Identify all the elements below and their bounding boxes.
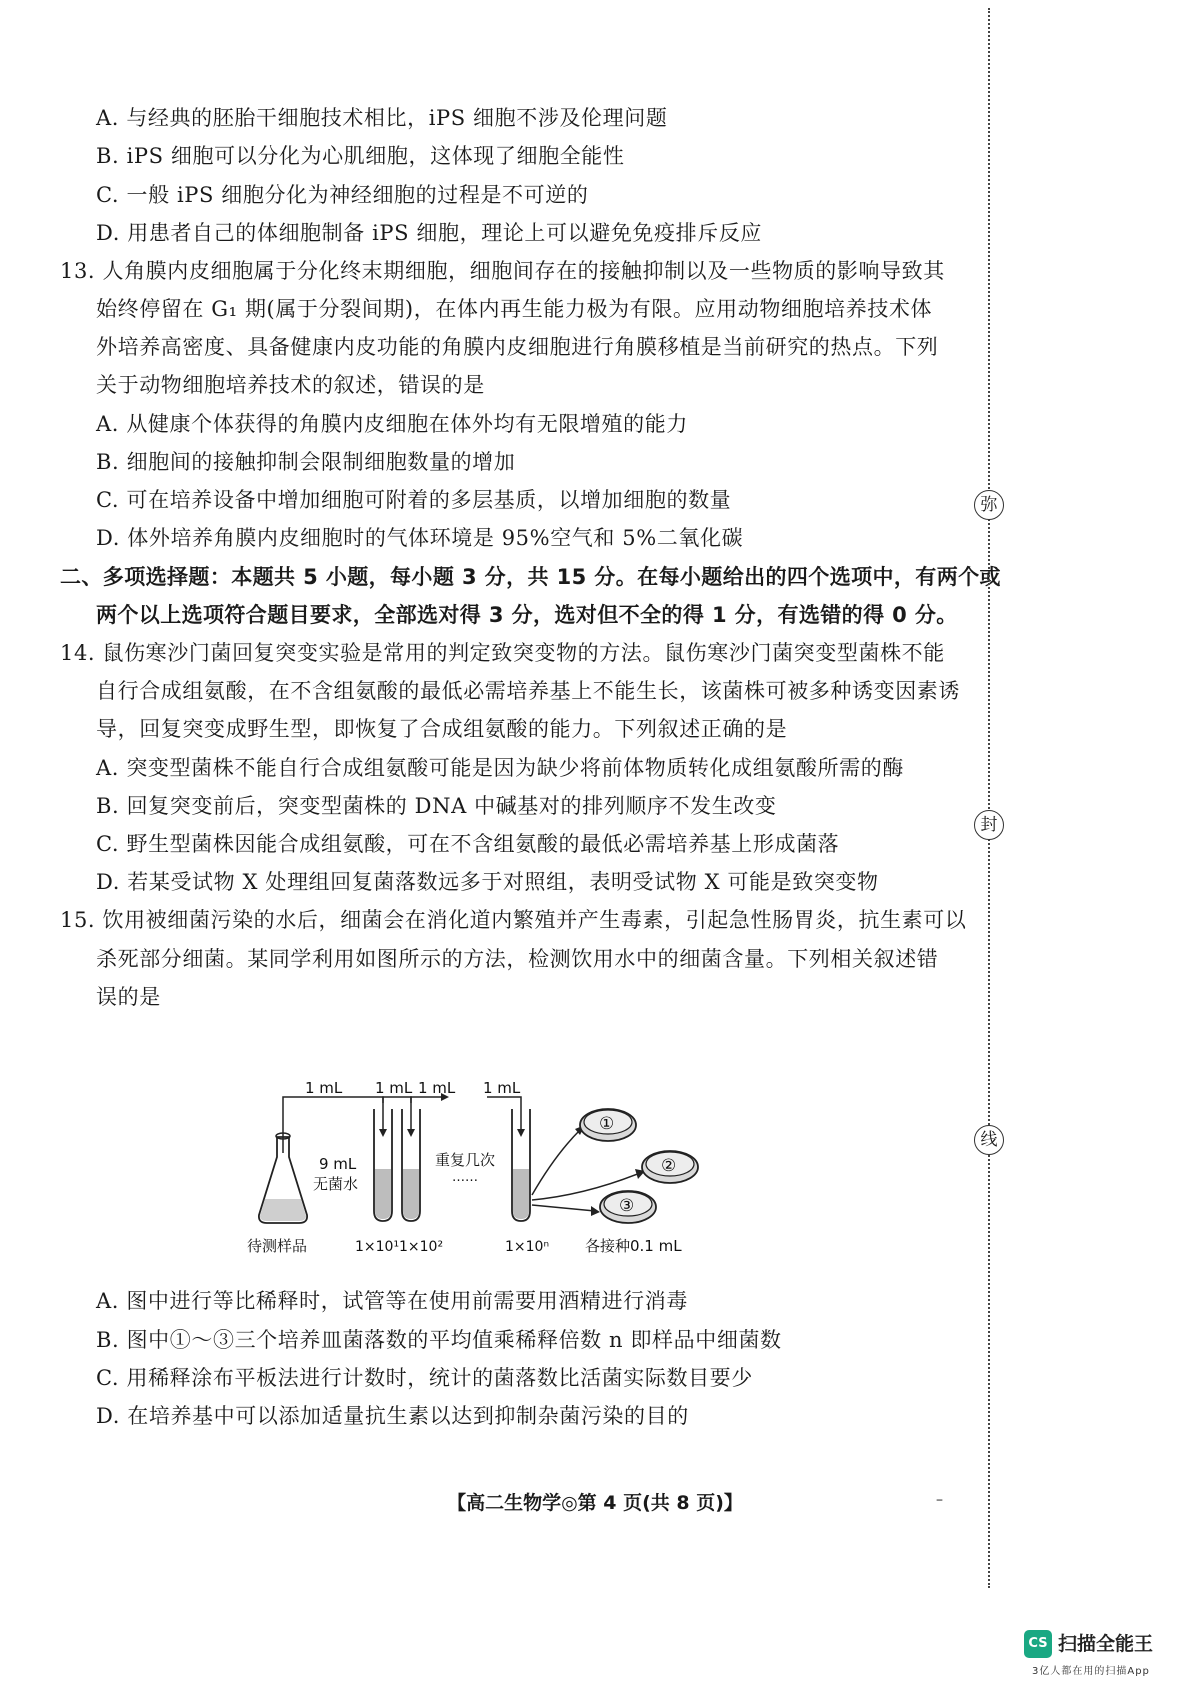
q15-option-b: B. 图中①～③三个培养皿菌落数的平均值乘稀释倍数 n 即样品中细菌数	[96, 1328, 782, 1352]
q15-option-c: C. 用稀释涂布平板法进行计数时，统计的菌落数比活菌实际数目要少	[96, 1366, 753, 1390]
q15-stem-line: 误的是	[96, 985, 161, 1009]
label-ml-2: 1 mL	[375, 1079, 413, 1097]
q15-stem-line: 杀死部分细菌。某同学利用如图所示的方法，检测饮用水中的细菌含量。下列相关叙述错	[96, 947, 939, 971]
q15-option-a: A. 图中进行等比稀释时，试管等在使用前需要用酒精进行消毒	[96, 1289, 688, 1313]
footer-mark: –	[936, 1492, 943, 1508]
scanner-tagline: 3亿人都在用的扫描App	[1032, 1666, 1150, 1677]
section-heading-cont: 两个以上选项符合题目要求，全部选对得 3 分，选对但不全的得 1 分，有选错的得 0 分。	[96, 603, 958, 627]
q15-option-d: D. 在培养基中可以添加适量抗生素以达到抑制杂菌污染的目的	[96, 1404, 689, 1428]
dilution-diagram	[247, 1079, 775, 1255]
page-footer: 【高二生物学◎第 4 页(共 8 页)】	[447, 1492, 743, 1514]
q13-option-d: D. 体外培养角膜内皮细胞时的气体环境是 95%空气和 5%二氧化碳	[96, 526, 744, 550]
label-plate-3: ③	[619, 1196, 635, 1216]
q13-stem-line: 关于动物细胞培养技术的叙述，错误的是	[96, 373, 485, 397]
label-dilution-1: 1×10¹	[355, 1239, 400, 1255]
q12-option-c: C. 一般 iPS 细胞分化为神经细胞的过程是不可逆的	[96, 183, 589, 207]
scanner-watermark	[1024, 1630, 1184, 1680]
q13-stem-line: 13. 人角膜内皮细胞属于分化终末期细胞，细胞间存在的接触抑制以及一些物质的影响导致其	[60, 259, 945, 283]
scanner-logo-icon: CS	[1024, 1630, 1052, 1658]
binding-line	[988, 8, 990, 1588]
q12-option-d: D. 用患者自己的体细胞制备 iPS 细胞，理论上可以避免免疫排斥反应	[96, 221, 763, 245]
label-dilution-2: 1×10²	[399, 1239, 444, 1255]
q14-option-d: D. 若某受试物 X 处理组回复菌落数远多于对照组，表明受试物 X 可能是致突变物	[96, 870, 879, 894]
q12-option-a: A. 与经典的胚胎干细胞技术相比，iPS 细胞不涉及伦理问题	[96, 106, 668, 130]
q13-option-a: A. 从健康个体获得的角膜内皮细胞在体外均有无限增殖的能力	[96, 412, 688, 436]
label-sample: 待测样品	[247, 1237, 308, 1255]
label-ellipsis: ……	[452, 1170, 478, 1185]
q14-stem-line: 14. 鼠伤寒沙门菌回复突变实验是常用的判定致突变物的方法。鼠伤寒沙门菌突变型菌株不能	[60, 641, 945, 665]
q12-option-b: B. iPS 细胞可以分化为心肌细胞，这体现了细胞全能性	[96, 144, 625, 168]
label-dilution-n: 1×10ⁿ	[505, 1239, 550, 1255]
q14-option-c: C. 野生型菌株因能合成组氨酸，可在不含组氨酸的最低必需培养基上形成菌落	[96, 832, 840, 856]
q15-stem-line: 15. 饮用被细菌污染的水后，细菌会在消化道内繁殖并产生毒素，引起急性肠胃炎，抗生素可以	[60, 908, 967, 932]
label-plate-1: ①	[599, 1114, 615, 1134]
label-sterile-water: 无菌水	[313, 1175, 359, 1193]
label-water-volume: 9 mL	[319, 1155, 357, 1173]
label-plate-2: ②	[661, 1156, 677, 1176]
label-repeat: 重复几次	[435, 1151, 496, 1169]
q13-stem-line: 始终停留在 G₁ 期(属于分裂间期)，在体内再生能力极为有限。应用动物细胞培养技术体	[96, 297, 933, 321]
seal-xian: 线	[974, 1125, 1004, 1155]
label-ml-1: 1 mL	[305, 1079, 343, 1097]
q14-stem-line: 自行合成组氨酸，在不含组氨酸的最低必需培养基上不能生长，该菌株可被多种诱变因素诱	[96, 679, 960, 703]
q13-option-b: B. 细胞间的接触抑制会限制细胞数量的增加	[96, 450, 516, 474]
section-heading: 二、多项选择题：本题共 5 小题，每小题 3 分，共 15 分。在每小题给出的四个选项中，有两个或	[60, 565, 1001, 589]
label-ml-3: 1 mL	[418, 1079, 456, 1097]
seal-feng: 封	[974, 810, 1004, 840]
label-ml-4: 1 mL	[483, 1079, 521, 1097]
q13-option-c: C. 可在培养设备中增加细胞可附着的多层基质，以增加细胞的数量	[96, 488, 732, 512]
seal-mi: 弥	[974, 490, 1004, 520]
q14-option-a: A. 突变型菌株不能自行合成组氨酸可能是因为缺少将前体物质转化成组氨酸所需的酶	[96, 756, 904, 780]
label-inoculate: 各接种0.1 mL	[585, 1237, 682, 1255]
q14-option-b: B. 回复突变前后，突变型菌株的 DNA 中碱基对的排列顺序不发生改变	[96, 794, 777, 818]
q13-stem-line: 外培养高密度、具备健康内皮功能的角膜内皮细胞进行角膜移植是当前研究的热点。下列	[96, 335, 939, 359]
q14-stem-line: 导，回复突变成野生型，即恢复了合成组氨酸的能力。下列叙述正确的是	[96, 717, 788, 741]
scanner-app-name: 扫描全能王	[1058, 1633, 1154, 1655]
